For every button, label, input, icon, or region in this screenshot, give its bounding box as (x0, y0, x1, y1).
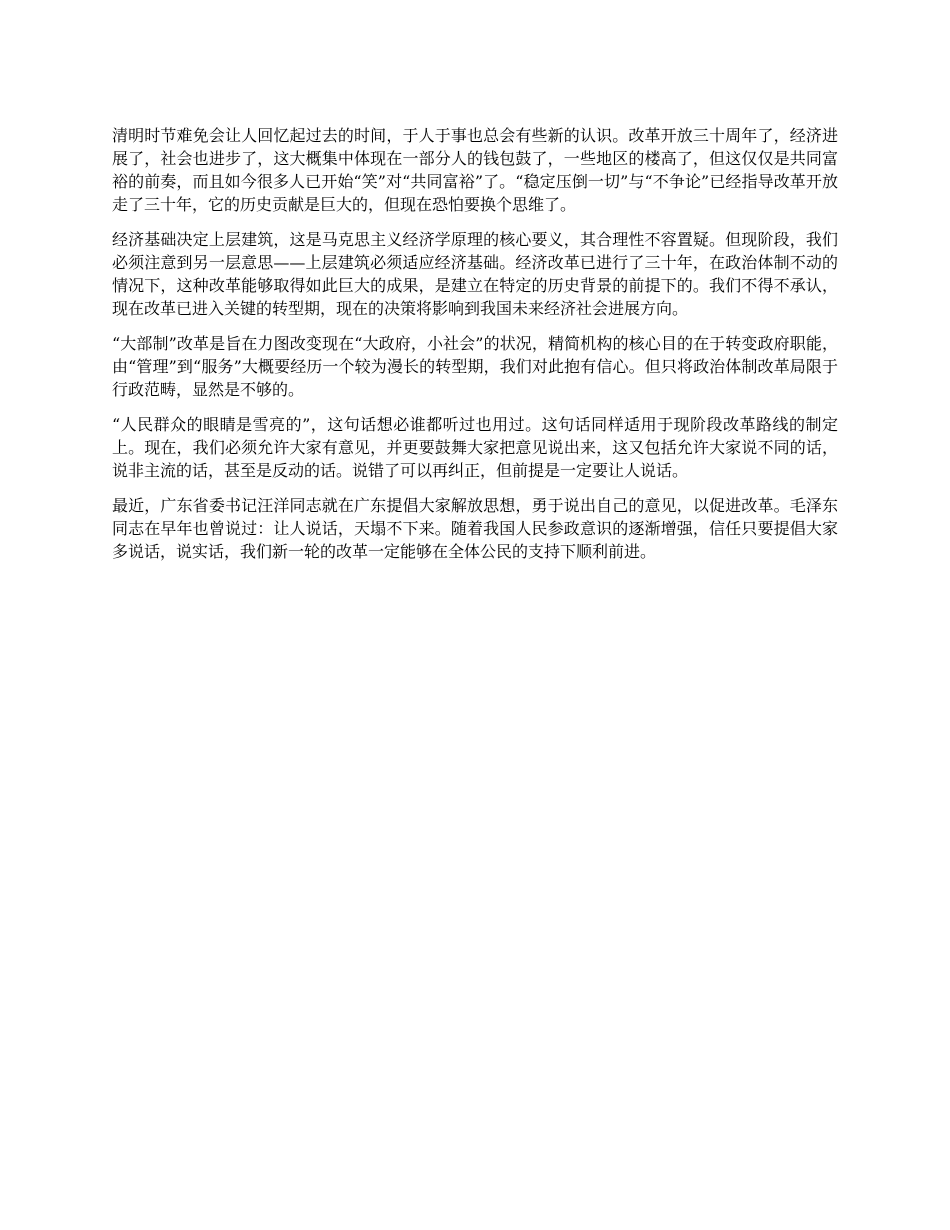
paragraph-2: 经济基础决定上层建筑，这是马克思主义经济学原理的核心要义，其合理性不容置疑。但现阶段，我们必须注意到另一层意思——上层建筑必须适应经济基础。经济改革已进行了三十年，在政治体制不动的情况下，这种改革能够取得如此巨大的成果，是建立在特定的历史背景的前提下的。我们不得不承认，现在改革已进入关键的转型期，现在的决策将影响到我国未来经济社会进展方向。 (112, 230, 838, 318)
paragraph-4: “人民群众的眼睛是雪亮的”，这句话想必谁都听过也用过。这句话同样适用于现阶段改革路线的制定上。现在，我们必须允许大家有意见，并更要鼓舞大家把意见说出来，这又包括允许大家说不同的话，说非主流的话，甚至是反动的话。说错了可以再纠正，但前提是一定要让人说话。 (112, 415, 838, 480)
paragraph-3: “大部制”改革是旨在力图改变现在“大政府，小社会”的状况，精简机构的核心目的在于转变政府职能，由“管理”到“服务”大概要经历一个较为漫长的转型期，我们对此抱有信心。但只将政治体制改革局限于行政范畴，显然是不够的。 (112, 334, 838, 399)
paragraph-5: 最近，广东省委书记汪洋同志就在广东提倡大家解放思想，勇于说出自己的意见，以促进改革。毛泽东同志在早年也曾说过：让人说话，天塌不下来。随着我国人民参政意识的逐渐增强，信任只要提倡大家多说话，说实话，我们新一轮的改革一定能够在全体公民的支持下顺利前进。 (112, 496, 838, 561)
document-body (112, 124, 838, 575)
paragraph-1: 清明时节难免会让人回忆起过去的时间，于人于事也总会有些新的认识。改革开放三十周年了，经济进展了，社会也进步了，这大概集中体现在一部分人的钱包鼓了，一些地区的楼高了，但这仅仅是共同富裕的前奏，而且如今很多人已开始“笑”对“共同富裕”了。“稳定压倒一切”与“不争论”已经指导改革开放走了三十年，它的历史贡献是巨大的，但现在恐怕要换个思维了。 (112, 126, 838, 214)
